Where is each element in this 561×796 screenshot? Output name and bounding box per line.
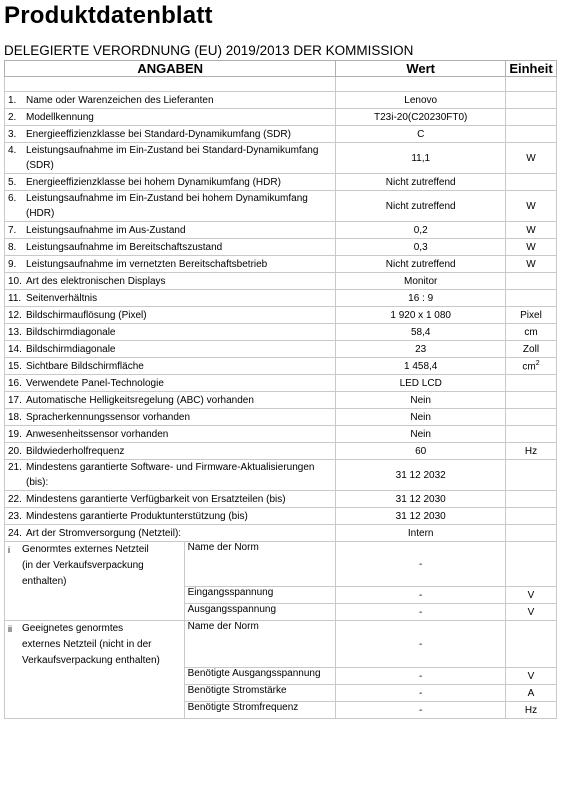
row-number: 19. xyxy=(8,428,22,440)
psu-description-line: externes Netzteil (nicht in der xyxy=(22,639,152,650)
psu-spec-label: Benötigte Stromfrequenz xyxy=(184,702,336,719)
row-label-cell xyxy=(5,491,336,508)
row-unit: Zoll xyxy=(505,341,556,358)
row-label-cell xyxy=(5,409,336,426)
row-number: 7. xyxy=(8,224,17,236)
psu-description-line: Genormtes externes Netzteil xyxy=(22,544,149,555)
psu-ii-marker: ii xyxy=(8,624,12,634)
row-label-cell xyxy=(5,324,336,341)
row-unit xyxy=(505,109,556,126)
row-number: 12. xyxy=(8,309,22,321)
table-row xyxy=(5,239,557,256)
psu-spec-value: - xyxy=(336,702,506,719)
row-unit xyxy=(505,375,556,392)
psu-spec-unit: V xyxy=(505,587,556,604)
row-value: 1 458,4 xyxy=(336,358,506,375)
row-label-cell xyxy=(5,126,336,143)
row-unit xyxy=(505,126,556,143)
row-value: 31 12 2032 xyxy=(336,460,506,491)
row-label-cell xyxy=(5,143,336,174)
row-number: 14. xyxy=(8,343,22,355)
row-unit xyxy=(505,174,556,191)
row-value: Monitor xyxy=(336,273,506,290)
row-number: 15. xyxy=(8,360,22,372)
row-label-cell xyxy=(5,239,336,256)
datasheet-table xyxy=(4,60,557,719)
psu-i-marker: i xyxy=(8,545,10,555)
row-label-continued: (SDR) xyxy=(26,160,54,171)
row-label-cell xyxy=(5,358,336,375)
row-unit xyxy=(505,290,556,307)
row-unit xyxy=(505,392,556,409)
row-label: Bildschirmauflösung (Pixel) xyxy=(26,309,147,321)
header-label: ANGABEN xyxy=(5,61,336,77)
table-row xyxy=(5,409,557,426)
row-number: 24. xyxy=(8,527,22,539)
row-label: Leistungsaufnahme im Aus-Zustand xyxy=(26,224,186,236)
row-label: Mindestens garantierte Verfügbarkeit von Ersatzteilen (bis) xyxy=(26,493,286,505)
row-unit: W xyxy=(505,191,556,222)
psu-spec-unit: V xyxy=(505,604,556,621)
row-value: LED LCD xyxy=(336,375,506,392)
row-unit: cm xyxy=(505,324,556,341)
row-value: Nein xyxy=(336,426,506,443)
row-label: Verwendete Panel-Technologie xyxy=(26,377,164,389)
row-unit-superscript: 2 xyxy=(535,359,540,367)
row-number: 4. xyxy=(8,145,17,156)
row-value: 1 920 x 1 080 xyxy=(336,307,506,324)
row-number: 18. xyxy=(8,411,22,423)
row-value: 11,1 xyxy=(336,143,506,174)
row-unit: W xyxy=(505,222,556,239)
psu-description-line: Geeignetes genormtes xyxy=(22,623,124,634)
row-value: C xyxy=(336,126,506,143)
table-row xyxy=(5,491,557,508)
row-unit: Hz xyxy=(505,443,556,460)
row-value: 0,3 xyxy=(336,239,506,256)
psu-spec-value: - xyxy=(336,542,506,587)
row-value: Intern xyxy=(336,525,506,542)
row-label: Bildschirmdiagonale xyxy=(26,343,116,355)
table-row xyxy=(5,273,557,290)
row-unit: Pixel xyxy=(505,307,556,324)
row-value: 31 12 2030 xyxy=(336,508,506,525)
row-value: 16 : 9 xyxy=(336,290,506,307)
row-number: 8. xyxy=(8,241,17,253)
row-value: 0,2 xyxy=(336,222,506,239)
blank-row xyxy=(5,77,557,92)
table-row xyxy=(5,358,557,375)
row-label: Leistungsaufnahme im vernetzten Bereitschaftsbetrieb xyxy=(26,258,268,270)
row-value: Nicht zutreffend xyxy=(336,174,506,191)
row-label: Spracherkennungssensor vorhanden xyxy=(26,411,190,423)
table-row xyxy=(5,307,557,324)
row-number: 21. xyxy=(8,462,22,473)
table-row xyxy=(5,341,557,358)
row-label-continued: (bis): xyxy=(26,477,49,488)
table-row xyxy=(5,222,557,239)
psu-spec-label: Ausgangsspannung xyxy=(184,604,336,621)
row-unit: W xyxy=(505,239,556,256)
row-label-cell xyxy=(5,341,336,358)
psu-i-description-cell xyxy=(5,542,185,621)
row-number: 22. xyxy=(8,493,22,505)
row-unit xyxy=(505,525,556,542)
row-label-cell xyxy=(5,256,336,273)
psu-spec-unit: Hz xyxy=(505,702,556,719)
row-value: 60 xyxy=(336,443,506,460)
row-unit xyxy=(505,409,556,426)
row-number: 11. xyxy=(8,292,22,304)
header-value: Wert xyxy=(336,61,506,77)
table-row xyxy=(5,109,557,126)
table-row xyxy=(5,460,557,491)
psu-spec-value: - xyxy=(336,604,506,621)
row-number: 17. xyxy=(8,394,22,406)
row-value: 58,4 xyxy=(336,324,506,341)
row-label: Seitenverhältnis xyxy=(26,292,98,304)
psu-i-description xyxy=(22,542,149,590)
row-label: Leistungsaufnahme im Ein-Zustand bei hohem Dynamikumfang xyxy=(26,193,308,204)
psu-spec-value: - xyxy=(336,668,506,685)
psu-spec-label: Eingangsspannung xyxy=(184,587,336,604)
row-label-cell xyxy=(5,191,336,222)
header-row xyxy=(5,61,557,77)
row-label-cell xyxy=(5,508,336,525)
row-number: 10. xyxy=(8,275,22,287)
row-label: Mindestens garantierte Software- und Firmware-Aktualisierungen xyxy=(26,462,315,473)
row-value: Nein xyxy=(336,392,506,409)
psu-spec-unit: A xyxy=(505,685,556,702)
table-row xyxy=(5,256,557,273)
row-number: 13. xyxy=(8,326,22,338)
row-unit xyxy=(505,426,556,443)
row-unit: $cm^2$ xyxy=(505,358,556,375)
psu-ii-description-cell xyxy=(5,621,185,719)
row-unit xyxy=(505,508,556,525)
row-label-cell xyxy=(5,426,336,443)
row-label: Bildschirmdiagonale xyxy=(26,326,116,338)
psu-spec-unit xyxy=(505,542,556,587)
psu-spec-value: - xyxy=(336,587,506,604)
row-number: 9. xyxy=(8,258,17,270)
table-row xyxy=(5,191,557,222)
psu-spec-label: Benötigte Ausgangsspannung xyxy=(184,668,336,685)
psu-spec-label: Name der Norm xyxy=(184,542,336,587)
psu-ii-description xyxy=(22,621,160,669)
table-row xyxy=(5,174,557,191)
psu-row xyxy=(5,621,557,668)
row-label: Leistungsaufnahme im Bereitschaftszustand xyxy=(26,241,223,253)
row-number: 6. xyxy=(8,193,17,204)
row-value: Nein xyxy=(336,409,506,426)
table-row xyxy=(5,324,557,341)
row-label-cell xyxy=(5,109,336,126)
psu-spec-label: Benötigte Stromstärke xyxy=(184,685,336,702)
row-number: 1. xyxy=(8,94,17,106)
table-row xyxy=(5,508,557,525)
row-label-cell xyxy=(5,307,336,324)
psu-description-line: Verkaufsverpackung enthalten) xyxy=(22,655,160,666)
row-label: Automatische Helligkeitsregelung (ABC) vorhanden xyxy=(26,394,254,406)
table-row xyxy=(5,443,557,460)
row-unit xyxy=(505,491,556,508)
psu-description-line: (in der Verkaufsverpackung xyxy=(22,560,144,571)
table-row xyxy=(5,525,557,542)
row-unit xyxy=(505,460,556,491)
row-label-cell xyxy=(5,443,336,460)
psu-spec-value: - xyxy=(336,621,506,668)
table-row xyxy=(5,426,557,443)
document-subtitle: DELEGIERTE VERORDNUNG (EU) 2019/2013 DER KOMMISSION xyxy=(4,43,414,58)
psu-row xyxy=(5,542,557,587)
row-label: Art der Stromversorgung (Netzteil): xyxy=(26,527,182,539)
psu-spec-value: - xyxy=(336,685,506,702)
row-unit xyxy=(505,273,556,290)
table-row xyxy=(5,92,557,109)
table-row xyxy=(5,290,557,307)
row-number: 3. xyxy=(8,128,17,140)
row-label-cell xyxy=(5,174,336,191)
row-unit: W xyxy=(505,143,556,174)
header-unit: Einheit xyxy=(505,61,556,77)
row-label: Bildwiederholfrequenz xyxy=(26,445,125,457)
psu-description-line: enthalten) xyxy=(22,576,67,587)
psu-spec-unit: V xyxy=(505,668,556,685)
row-label-cell xyxy=(5,375,336,392)
row-label: Modellkennung xyxy=(26,111,94,123)
row-value: 31 12 2030 xyxy=(336,491,506,508)
table-row xyxy=(5,392,557,409)
row-label-continued: (HDR) xyxy=(26,208,55,219)
row-label: Energieeffizienzklasse bei Standard-Dynamikumfang (SDR) xyxy=(26,128,291,140)
psu-spec-label: Name der Norm xyxy=(184,621,336,668)
row-label: Leistungsaufnahme im Ein-Zustand bei Standard-Dynamikumfang xyxy=(26,145,319,156)
row-value: T23i-20(C20230FT0) xyxy=(336,109,506,126)
row-label: Art des elektronischen Displays xyxy=(26,275,166,287)
row-label: Anwesenheitssensor vorhanden xyxy=(26,428,169,440)
psu-spec-unit xyxy=(505,621,556,668)
row-label-cell xyxy=(5,222,336,239)
row-value: Lenovo xyxy=(336,92,506,109)
row-label: Energieeffizienzklasse bei hohem Dynamikumfang (HDR) xyxy=(26,176,281,188)
row-number: 5. xyxy=(8,176,17,188)
row-label: Sichtbare Bildschirmfläche xyxy=(26,360,144,372)
table-row xyxy=(5,375,557,392)
row-label-cell xyxy=(5,273,336,290)
row-number: 16. xyxy=(8,377,22,389)
row-label: Name oder Warenzeichen des Lieferanten xyxy=(26,94,214,106)
row-value: 23 xyxy=(336,341,506,358)
row-value: Nicht zutreffend xyxy=(336,256,506,273)
row-label-cell xyxy=(5,525,336,542)
row-label-cell xyxy=(5,92,336,109)
table-row xyxy=(5,143,557,174)
row-number: 2. xyxy=(8,111,17,123)
row-number: 20. xyxy=(8,445,22,457)
table-row xyxy=(5,126,557,143)
row-label: Mindestens garantierte Produktunterstützung (bis) xyxy=(26,510,248,522)
row-label-cell xyxy=(5,460,336,491)
row-number: 23. xyxy=(8,510,22,522)
row-value: Nicht zutreffend xyxy=(336,191,506,222)
row-unit: W xyxy=(505,256,556,273)
row-label-cell xyxy=(5,392,336,409)
row-label-cell xyxy=(5,290,336,307)
row-unit xyxy=(505,92,556,109)
document-title: Produktdatenblatt xyxy=(4,2,213,29)
datasheet-body xyxy=(5,77,557,719)
